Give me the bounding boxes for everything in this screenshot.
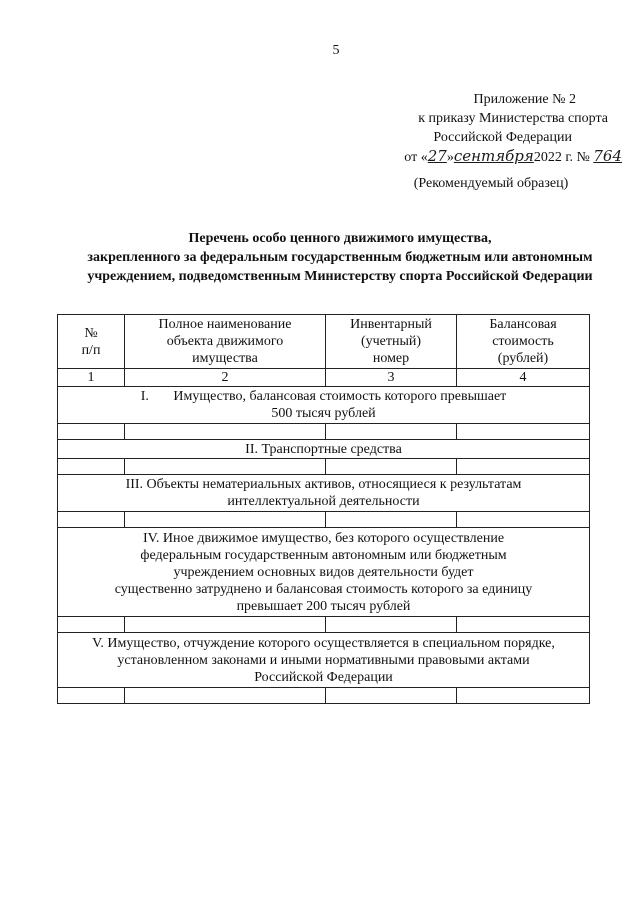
section-1-l1: I. Имущество, балансовая стоимость которого превышает <box>140 389 507 404</box>
empty-cell[interactable] <box>457 459 590 475</box>
section-row-1 <box>58 387 590 424</box>
table-row <box>58 617 590 633</box>
section-4-l4: существенно затруднено и балансовая стоимость которого за единицу <box>114 581 533 597</box>
header-inventory <box>326 315 457 369</box>
empty-cell[interactable] <box>326 424 457 440</box>
appendix-header <box>360 90 622 167</box>
header-number-l1: № <box>84 325 98 341</box>
header-balance <box>457 315 590 369</box>
title-line-3: учреждением, подведомственным Министерству спорта Российской Федерации <box>87 269 593 284</box>
empty-cell[interactable] <box>457 512 590 528</box>
section-row-3 <box>58 475 590 512</box>
empty-cell[interactable] <box>58 617 125 633</box>
section-4-l5: превышает 200 тысяч рублей <box>236 598 411 614</box>
title-line-2: закрепленного за федеральным государственным бюджетным или автономным <box>87 250 593 265</box>
column-number-row <box>58 369 590 387</box>
empty-cell[interactable] <box>326 688 457 704</box>
empty-cell[interactable] <box>125 424 326 440</box>
appendix-order-ref: к приказу Министерства спорта <box>418 111 608 126</box>
section-4-l2: федеральным государственным автономным или бюджетным <box>140 547 507 563</box>
header-number <box>58 315 125 369</box>
section-3-l2: интеллектуальной деятельности <box>227 494 420 509</box>
sample-label: (Рекомендуемый образец) <box>413 176 569 191</box>
section-1-l2: 500 тысяч рублей <box>271 406 376 421</box>
section-5-l2: установленном законами и иными нормативными правовыми актами <box>117 652 530 668</box>
header-balance-l3: (рублей) <box>497 351 549 366</box>
empty-cell[interactable] <box>457 424 590 440</box>
section-2-l1: II. Транспортные средства <box>245 441 402 457</box>
section-2-heading <box>58 440 590 459</box>
empty-cell[interactable] <box>58 459 125 475</box>
date-prefix: от « <box>404 150 428 165</box>
column-number-1: 1 <box>58 369 125 387</box>
column-number-2: 2 <box>125 369 326 387</box>
empty-cell[interactable] <box>58 424 125 440</box>
section-row-5 <box>58 633 590 688</box>
header-inventory-l2: (учетный) <box>360 334 422 349</box>
section-3-heading <box>58 475 590 512</box>
header-inventory-l3: номер <box>372 351 410 366</box>
empty-cell[interactable] <box>58 688 125 704</box>
section-4-heading <box>58 528 590 617</box>
table-row <box>58 688 590 704</box>
section-row-4 <box>58 528 590 617</box>
header-balance-l1: Балансовая <box>489 317 557 332</box>
appendix-ministry: Российской Федерации <box>433 130 572 145</box>
column-number-4: 4 <box>457 369 590 387</box>
empty-cell[interactable] <box>125 512 326 528</box>
section-row-2 <box>58 440 590 459</box>
section-3-l1: III. Объекты нематериальных активов, относящиеся к результатам <box>125 477 522 492</box>
section-5-heading <box>58 633 590 688</box>
table-row <box>58 512 590 528</box>
date-year: 2022 г. № <box>533 150 590 165</box>
empty-cell[interactable] <box>125 617 326 633</box>
column-number-3: 3 <box>326 369 457 387</box>
table-header-row <box>58 315 590 369</box>
date-day-handwritten: 27 <box>427 147 447 165</box>
section-1-heading <box>58 387 590 424</box>
empty-cell[interactable] <box>326 617 457 633</box>
empty-cell[interactable] <box>326 512 457 528</box>
asset-table <box>57 314 590 704</box>
section-5-l3: Российской Федерации <box>254 669 393 685</box>
header-name-l3: имущества <box>192 351 258 366</box>
page-number: 5 <box>332 43 340 58</box>
order-number-handwritten: 764 <box>593 147 622 165</box>
section-4-l3: учреждением основных видов деятельности будет <box>173 564 474 580</box>
empty-cell[interactable] <box>58 512 125 528</box>
header-balance-l2: стоимость <box>492 334 554 349</box>
empty-cell[interactable] <box>457 617 590 633</box>
title-line-1: Перечень особо ценного движимого имущества, <box>188 231 492 246</box>
header-name-l1: Полное наименование <box>158 317 292 332</box>
table-row <box>58 424 590 440</box>
header-name <box>125 315 326 369</box>
table-row <box>58 459 590 475</box>
header-name-l2: объекта движимого <box>166 334 284 349</box>
header-inventory-l1: Инвентарный <box>350 317 432 332</box>
empty-cell[interactable] <box>326 459 457 475</box>
document-title <box>40 229 640 286</box>
empty-cell[interactable] <box>457 688 590 704</box>
section-4-l1: IV. Иное движимое имущество, без которого осуществление <box>142 530 505 546</box>
header-number-l2: п/п <box>81 342 101 358</box>
appendix-title: Приложение № 2 <box>473 92 576 107</box>
appendix-date-line <box>360 147 622 167</box>
empty-cell[interactable] <box>125 459 326 475</box>
section-5-l1: V. Имущество, отчуждение которого осуществляется в специальном порядке, <box>92 635 555 651</box>
date-sep: » <box>446 150 454 165</box>
date-month-handwritten: сентября <box>453 147 534 165</box>
empty-cell[interactable] <box>125 688 326 704</box>
